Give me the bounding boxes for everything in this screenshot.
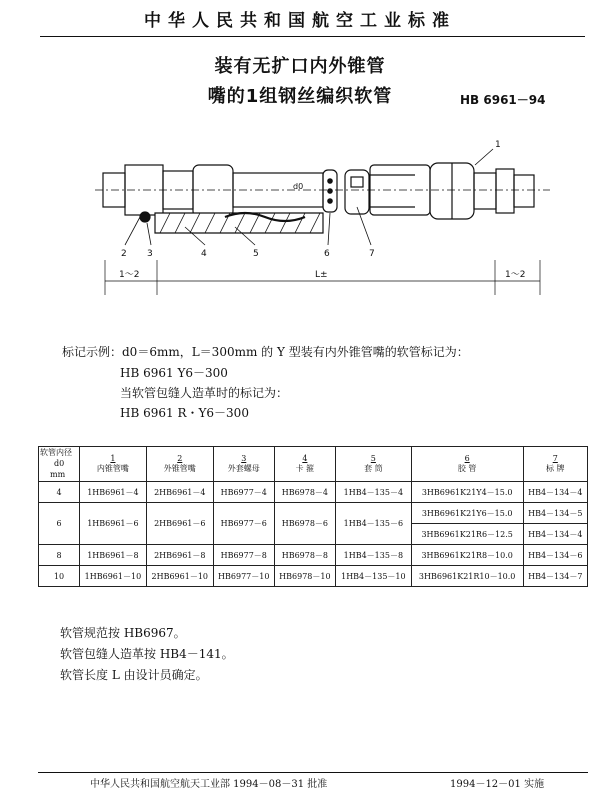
footer-rule xyxy=(38,772,588,773)
cell-clamp: HB6978－6 xyxy=(274,503,335,545)
cell-nut: HB6977－10 xyxy=(213,566,274,587)
header-bore-diameter: 软管内径 d0 mm xyxy=(39,447,80,482)
cell-clamp: HB6978－4 xyxy=(274,482,335,503)
cell-diameter: 6 xyxy=(39,503,80,545)
cell-tag: HB4－134－4 xyxy=(523,482,587,503)
marking-example-2: HB 6961 R・Y6－300 xyxy=(120,406,249,420)
table-row xyxy=(39,566,588,587)
cell-inner-cone-nipple: 1HB6961－4 xyxy=(80,482,147,503)
cell-sleeve: 1HB4－135－10 xyxy=(335,566,411,587)
dimension-right: 1～2 xyxy=(505,270,526,280)
cell-hose: 3HB6961K21Y6－15.0 xyxy=(411,503,523,524)
header-col-7: 7 标 牌 xyxy=(523,447,587,482)
cell-hose: 3HB6961K21R8－10.0 xyxy=(411,545,523,566)
document-title-line2: 嘴的1组钢丝编织软管 xyxy=(207,86,393,107)
marking-example-intro: 标记示例：d0＝6mm，L＝300mm 的 Y 型装有内外锥管嘴的软管标记为： xyxy=(62,345,469,359)
cell-sleeve: 1HB4－135－6 xyxy=(335,503,411,545)
cell-diameter: 4 xyxy=(39,482,80,503)
cell-clamp: HB6978－8 xyxy=(274,545,335,566)
diameter-label: d0 xyxy=(293,182,304,191)
cell-diameter: 8 xyxy=(39,545,80,566)
standard-number: HB 6961－94 xyxy=(460,93,546,107)
note-leather-cover: 软管包缝人造革按 HB4－141。 xyxy=(60,647,234,661)
table-row xyxy=(39,545,588,566)
document-title-line1: 装有无扩口内外锥管 xyxy=(214,56,386,77)
cell-diameter: 10 xyxy=(39,566,80,587)
header-col-1: 1 内锥管嘴 xyxy=(80,447,147,482)
cell-sleeve: 1HB4－135－8 xyxy=(335,545,411,566)
header-col-6: 6 胶 管 xyxy=(411,447,523,482)
cell-nut: HB6977－4 xyxy=(213,482,274,503)
note-hose-spec: 软管规范按 HB6967。 xyxy=(60,626,186,640)
cell-sleeve: 1HB4－135－4 xyxy=(335,482,411,503)
cell-outer-cone-nipple: 2HB6961－10 xyxy=(146,566,213,587)
header-col-2: 2 外锥管嘴 xyxy=(146,447,213,482)
cell-outer-cone-nipple: 2HB6961－8 xyxy=(146,545,213,566)
marking-example-intro-2: 当软管包缝人造革时的标记为： xyxy=(120,386,289,400)
standard-header-title: 中华人民共和国航空工业标准 xyxy=(144,11,456,31)
header-col-5: 5 套 筒 xyxy=(335,447,411,482)
cell-nut: HB6977－8 xyxy=(213,545,274,566)
dimension-length: L± xyxy=(315,270,328,280)
cell-tag: HB4－134－6 xyxy=(523,545,587,566)
cell-outer-cone-nipple: 2HB6961－6 xyxy=(146,503,213,545)
callout-5: 5 xyxy=(253,249,259,259)
header-rule xyxy=(40,36,585,37)
cell-hose: 3HB6961K21R10－10.0 xyxy=(411,566,523,587)
cell-inner-cone-nipple: 1HB6961－10 xyxy=(80,566,147,587)
callout-6: 6 xyxy=(324,249,330,259)
cell-clamp: HB6978－10 xyxy=(274,566,335,587)
cell-hose: 3HB6961K21R6－12.5 xyxy=(411,524,523,545)
marking-example-1: HB 6961 Y6－300 xyxy=(120,366,228,380)
parts-table xyxy=(38,446,588,587)
header-col-3: 3 外套螺母 xyxy=(213,447,274,482)
cell-tag: HB4－134－4 xyxy=(523,524,587,545)
cell-outer-cone-nipple: 2HB6961－4 xyxy=(146,482,213,503)
callout-1: 1 xyxy=(495,140,501,150)
header-col-4: 4 卡 箍 xyxy=(274,447,335,482)
dimension-left: 1～2 xyxy=(119,270,140,280)
footer-effective-date: 1994－12－01 实施 xyxy=(450,779,545,790)
footer-approval: 中华人民共和国航空航天工业部 1994－08－31 批准 xyxy=(90,779,328,790)
cell-tag: HB4－134－5 xyxy=(523,503,587,524)
hose-assembly-drawing xyxy=(95,135,555,295)
callout-3: 3 xyxy=(147,249,153,259)
table-row xyxy=(39,482,588,503)
cell-hose: 3HB6961K21Y4－15.0 xyxy=(411,482,523,503)
cell-inner-cone-nipple: 1HB6961－6 xyxy=(80,503,147,545)
cell-inner-cone-nipple: 1HB6961－8 xyxy=(80,545,147,566)
table-header-row xyxy=(39,447,588,482)
cell-tag: HB4－134－7 xyxy=(523,566,587,587)
callout-7: 7 xyxy=(369,249,375,259)
cell-nut: HB6977－6 xyxy=(213,503,274,545)
callout-2: 2 xyxy=(121,249,127,259)
table-row xyxy=(39,503,588,524)
note-hose-length: 软管长度 L 由设计员确定。 xyxy=(60,668,208,682)
callout-4: 4 xyxy=(201,249,207,259)
